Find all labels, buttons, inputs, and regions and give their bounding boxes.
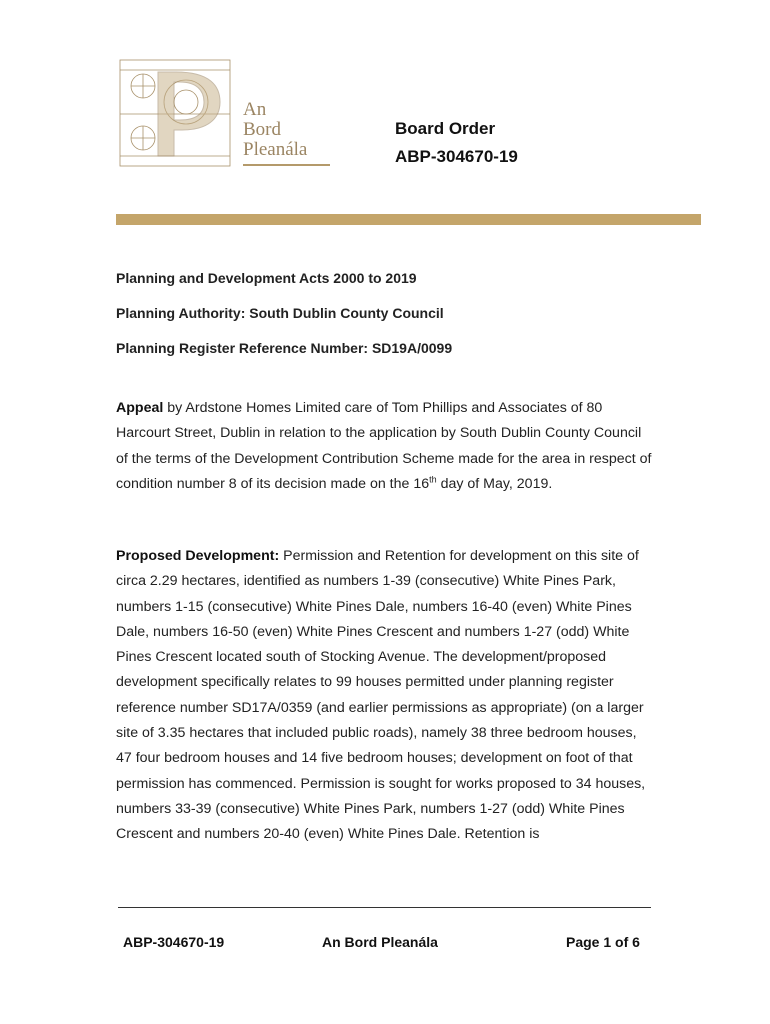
- footer-page-number: Page 1 of 6: [566, 934, 640, 950]
- logo-wordmark: [243, 100, 307, 160]
- document-title-block: [395, 115, 518, 171]
- appeal-label: Appeal: [116, 400, 164, 416]
- document-title: Board Order: [395, 119, 496, 138]
- logo-line-2: Bord: [243, 119, 281, 140]
- document-reference: ABP-304670-19: [395, 147, 518, 166]
- header-divider-bar: [116, 214, 701, 225]
- planning-authority-heading: Planning Authority: South Dublin County Council: [116, 305, 444, 321]
- logo-underline: [243, 164, 330, 166]
- logo-line-1: An: [243, 99, 267, 120]
- appeal-paragraph: [116, 396, 656, 497]
- appeal-ordinal-suffix: th: [429, 474, 437, 485]
- appeal-text-end: day of May, 2019.: [436, 475, 553, 492]
- footer-divider: [118, 907, 651, 908]
- proposed-development-paragraph: [116, 544, 656, 848]
- acts-heading: Planning and Development Acts 2000 to 2019: [116, 270, 417, 286]
- register-reference-heading: Planning Register Reference Number: SD19A/0099: [116, 340, 453, 356]
- footer-organisation: An Bord Pleanála: [322, 934, 438, 950]
- footer-reference: ABP-304670-19: [123, 934, 225, 950]
- proposed-development-text: Permission and Retention for development on this site of circa 2.29 hectares, identified as numbers 1-39 (consecutive) White Pines Park, numbers 1-15 (consecutive) White Pines Dale, numbers 16-40 (even) White Pines Dale, numbers 16-50 (even) White Pines Crescent and numbers 1-27 (odd) White Pines Crescent located south of Stocking Avenue. The development/proposed development specifically relates to 99 houses permitted under planning register reference number SD17A/0359 (and earlier permissions as appropriate) (on a larger site of 3.35 hectares that included public roads), namely 38 three bedroom houses, 47 four bedroom houses and 14 five bedroom houses; development on foot of that permission has commenced. Permission is sought for works proposed to 34 houses, numbers 33-39 (consecutive) White Pines Park, numbers 1-27 (odd) White Pines Crescent and numbers 20-40 (even) White Pines Dale. Retention is: [116, 548, 646, 843]
- proposed-development-label: Proposed Development:: [116, 548, 280, 564]
- logo-line-3: Pleanála: [243, 139, 308, 160]
- appeal-text: by Ardstone Homes Limited care of Tom Phillips and Associates of 80 Harcourt Street, Dublin in relation to the application by South Dublin County Council of the terms of the Development Contribution Scheme made for the area in respect of condition number 8 of its decision made on the 16: [116, 400, 652, 492]
